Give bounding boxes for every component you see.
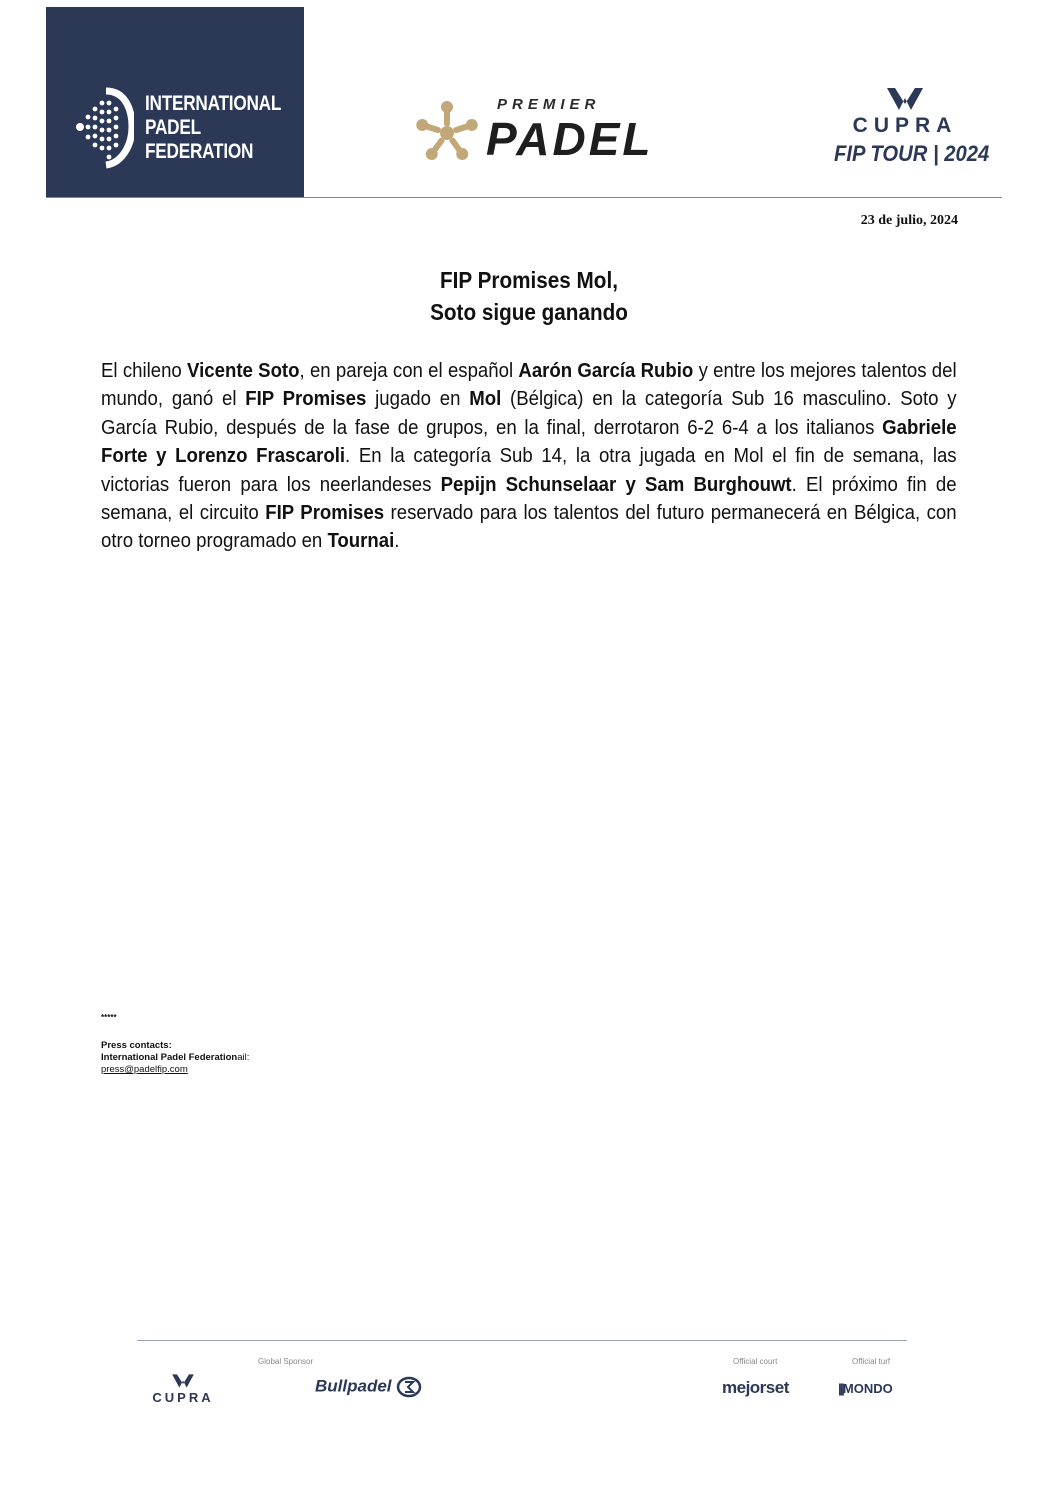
body-bold-run: Gabriele Forte y Lorenzo Frascaroli bbox=[101, 416, 957, 468]
body-bold-run: Mol bbox=[469, 388, 502, 411]
fip-tour-2024: FIP TOUR | 2024 bbox=[834, 141, 990, 166]
body-text-run: , en pareja con el español bbox=[299, 360, 519, 382]
contact-organization: International Padel Federation bbox=[101, 1052, 238, 1063]
body-bold-run: Tournai bbox=[327, 530, 395, 553]
mejorset-logo: mejorset bbox=[722, 1378, 789, 1397]
body-text-run: y entre los mejores talentos del mundo, ganó el bbox=[101, 360, 957, 411]
body-text-run: . bbox=[394, 530, 400, 553]
body-text-run: jugado en bbox=[366, 388, 470, 411]
premier-padel-star-icon bbox=[412, 98, 482, 168]
official-court-caption: Official court bbox=[733, 1357, 778, 1366]
body-text-run: El chileno bbox=[101, 360, 188, 382]
press-release-title bbox=[53, 264, 1005, 328]
press-contacts-label: Press contacts: bbox=[101, 1040, 172, 1051]
body-text-run: reservado para los talentos del futuro permanecerá en Bélgica, con otro torneo programado en bbox=[101, 502, 957, 553]
official-turf-caption: Official turf bbox=[852, 1357, 891, 1366]
press-contacts bbox=[101, 1040, 249, 1076]
premier-word: PREMIER bbox=[497, 96, 601, 113]
separator-stars: ***** bbox=[101, 1013, 117, 1022]
fip-logo-line: PADEL bbox=[145, 116, 201, 139]
press-release-date: 23 de julio, 2024 bbox=[860, 213, 958, 228]
mondo-word: MONDO bbox=[842, 1381, 893, 1396]
contact-email-link[interactable]: press@padelfip.com bbox=[101, 1064, 188, 1075]
body-bold-run: FIP Promises bbox=[265, 502, 385, 525]
contact-org-suffix: ail: bbox=[237, 1052, 250, 1063]
mondo-stripes-icon: ||| bbox=[838, 1381, 843, 1396]
body-bold-run: Vicente Soto bbox=[187, 360, 300, 382]
title-line: FIP Promises Mol, bbox=[440, 267, 618, 293]
global-sponsor-caption: Global Sponsor bbox=[258, 1357, 314, 1366]
fip-logo-line: INTERNATIONAL bbox=[145, 92, 282, 115]
bullpadel-badge-icon bbox=[396, 1376, 422, 1398]
body-paragraph bbox=[101, 357, 957, 556]
bullpadel-logo bbox=[315, 1376, 422, 1398]
title-line: Soto sigue ganando bbox=[430, 299, 628, 325]
padel-racket-icon bbox=[74, 87, 134, 171]
bullpadel-word: Bullpadel bbox=[315, 1376, 392, 1396]
body-text-run: . En la categoría Sub 14, la otra jugada en Mol el fin de semana, las victorias fueron para los neerlandeses bbox=[101, 445, 957, 496]
body-text-run: . El próximo fin de semana, el circuito bbox=[101, 473, 957, 525]
header-divider bbox=[46, 197, 1002, 198]
fip-logo-text bbox=[145, 92, 281, 164]
footer-cupra-word: CUPRA bbox=[152, 1390, 214, 1405]
cupra-emblem-icon bbox=[170, 1372, 196, 1390]
body-bold-run: FIP Promises bbox=[245, 388, 367, 411]
fip-logo-line: FEDERATION bbox=[145, 140, 254, 163]
fip-logo-block bbox=[46, 7, 304, 198]
body-bold-run: Pepijn Schunselaar y Sam Burghouwt bbox=[440, 473, 792, 496]
footer-divider bbox=[137, 1340, 907, 1341]
cupra-emblem-icon bbox=[885, 84, 925, 114]
body-text-run: (Bélgica) en la categoría Sub 16 masculino. Soto y García Rubio, después de la fase de grupos, en la final, derrotaron 6-2 6-4 a los italianos bbox=[101, 388, 957, 439]
padel-word: PADEL bbox=[486, 113, 654, 165]
body-bold-run: Aarón García Rubio bbox=[518, 360, 694, 382]
press-release-body bbox=[101, 357, 957, 556]
cupra-word: CUPRA bbox=[852, 114, 958, 137]
mondo-logo bbox=[838, 1381, 893, 1396]
